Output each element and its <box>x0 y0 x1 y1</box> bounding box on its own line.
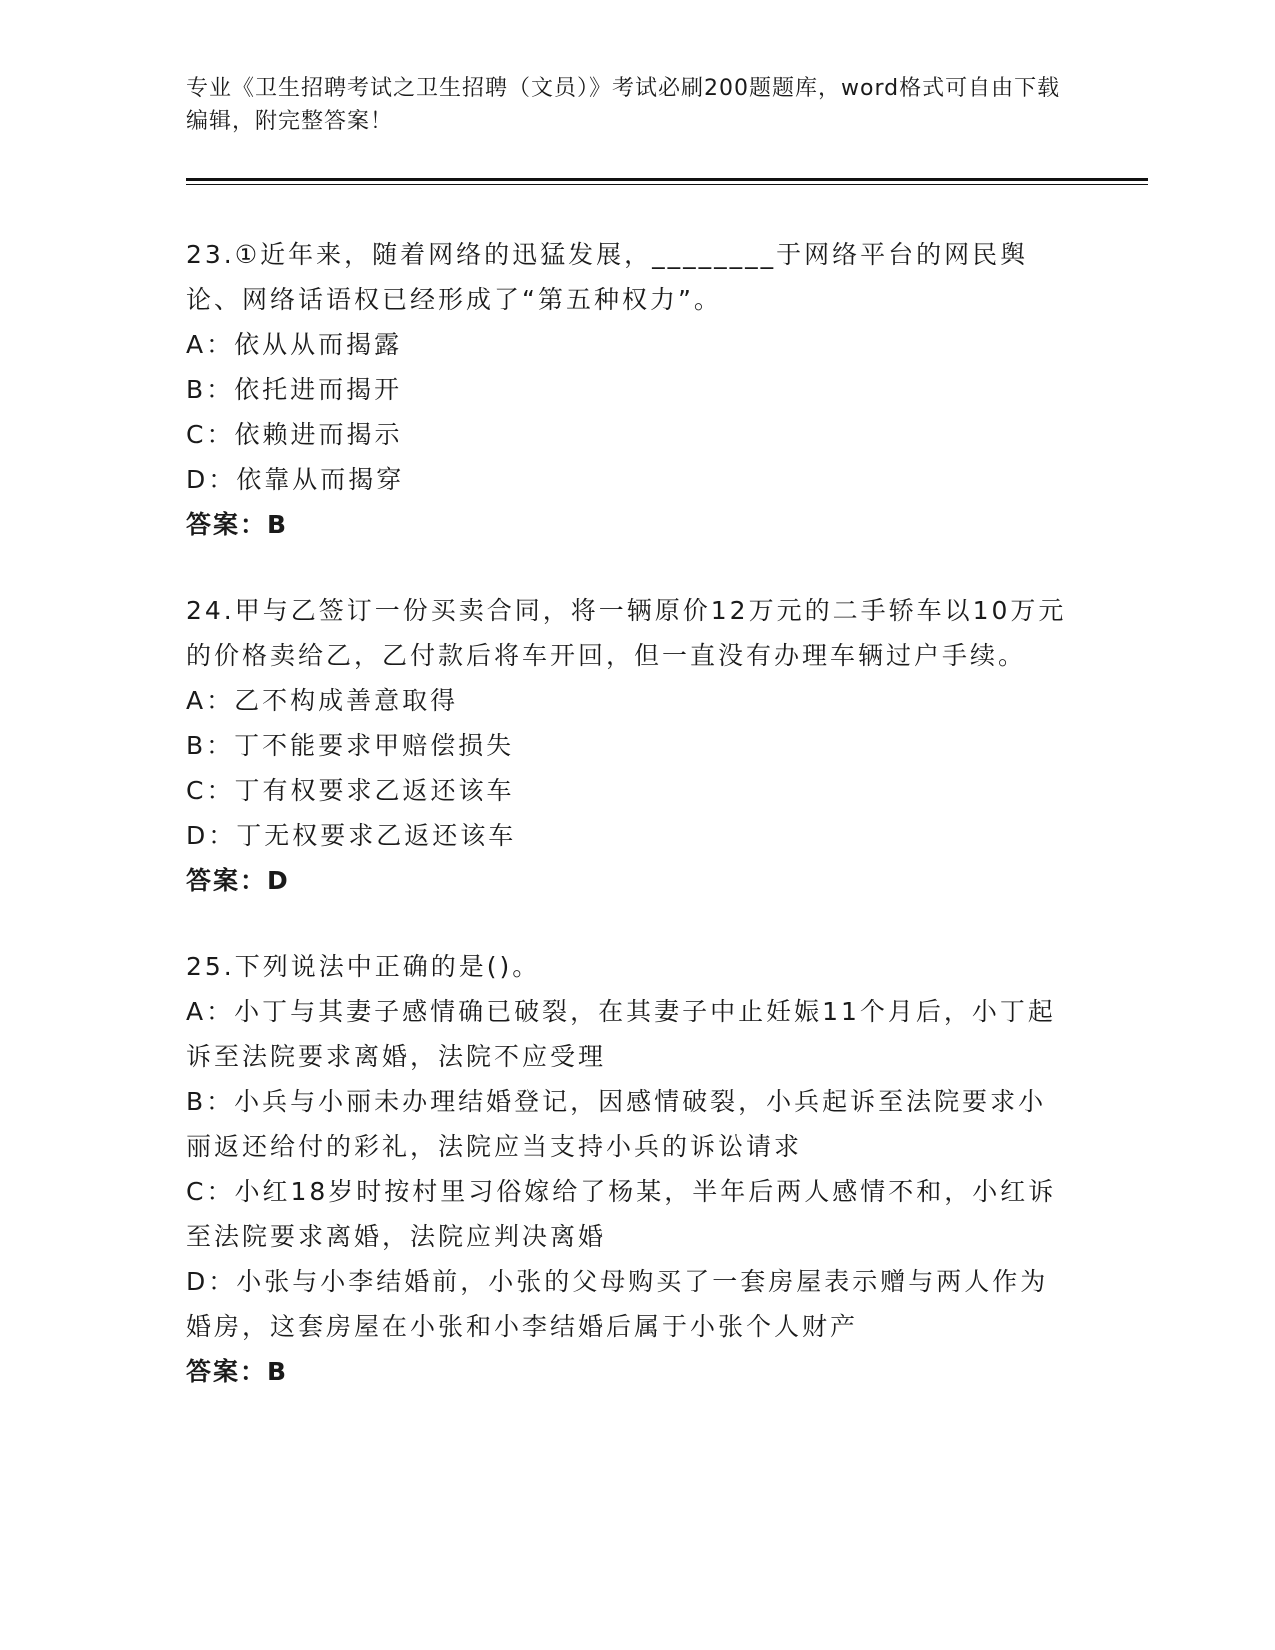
option-b: B：依托进而揭开 <box>186 375 403 404</box>
option-b: B：小兵与小丽未办理结婚登记，因感情破裂，小兵起诉至法院要求小丽返还给付的彩礼，法院应当支持小兵的诉讼请求 <box>186 1087 1047 1161</box>
header-divider-thin <box>186 184 1148 185</box>
option-a: A：依从从而揭露 <box>186 330 403 359</box>
answer <box>186 1349 1071 1394</box>
option-a: A：乙不构成善意取得 <box>186 686 459 715</box>
question-25 <box>186 944 1071 1394</box>
option-c: C：小红18岁时按村里习俗嫁给了杨某，半年后两人感情不和，小红诉至法院要求离婚，法院应判决离婚 <box>186 1177 1057 1251</box>
answer-value: B <box>267 510 289 539</box>
answer-label: 答案： <box>186 510 268 539</box>
question-24 <box>186 588 1071 903</box>
answer-value: D <box>267 866 290 895</box>
question-stem: 24.甲与乙签订一份买卖合同，将一辆原价12万元的二手轿车以10万元的价格卖给乙，乙付款后将车开回，但一直没有办理车辆过户手续。 <box>186 596 1067 670</box>
answer-label: 答案： <box>186 866 268 895</box>
header-note: 专业《卫生招聘考试之卫生招聘（文员）》考试必刷200题题库，word格式可自由下载编辑，附完整答案！ <box>186 76 1061 134</box>
question-stem: 25.下列说法中正确的是()。 <box>186 952 541 981</box>
option-d: D：依靠从而揭穿 <box>186 465 405 494</box>
answer-value: B <box>267 1357 289 1386</box>
question-stem: 23.①近年来，随着网络的迅猛发展，________于网络平台的网民舆论、网络话语权已经形成了“第五种权力”。 <box>186 240 1029 314</box>
header-divider-thick <box>186 178 1148 181</box>
answer <box>186 858 1071 903</box>
option-c: C：丁有权要求乙返还该车 <box>186 776 515 805</box>
question-23 <box>186 232 1071 547</box>
option-d: D：丁无权要求乙返还该车 <box>186 821 517 850</box>
option-b: B：丁不能要求甲赔偿损失 <box>186 731 515 760</box>
question-list <box>186 232 1071 1435</box>
option-c: C：依赖进而揭示 <box>186 420 403 449</box>
option-a: A：小丁与其妻子感情确已破裂，在其妻子中止妊娠11个月后，小丁起诉至法院要求离婚，法院不应受理 <box>186 997 1056 1071</box>
answer <box>186 502 1071 547</box>
option-d: D：小张与小李结婚前，小张的父母购买了一套房屋表示赠与两人作为婚房，这套房屋在小张和小李结婚后属于小张个人财产 <box>186 1267 1049 1341</box>
answer-label: 答案： <box>186 1357 268 1386</box>
